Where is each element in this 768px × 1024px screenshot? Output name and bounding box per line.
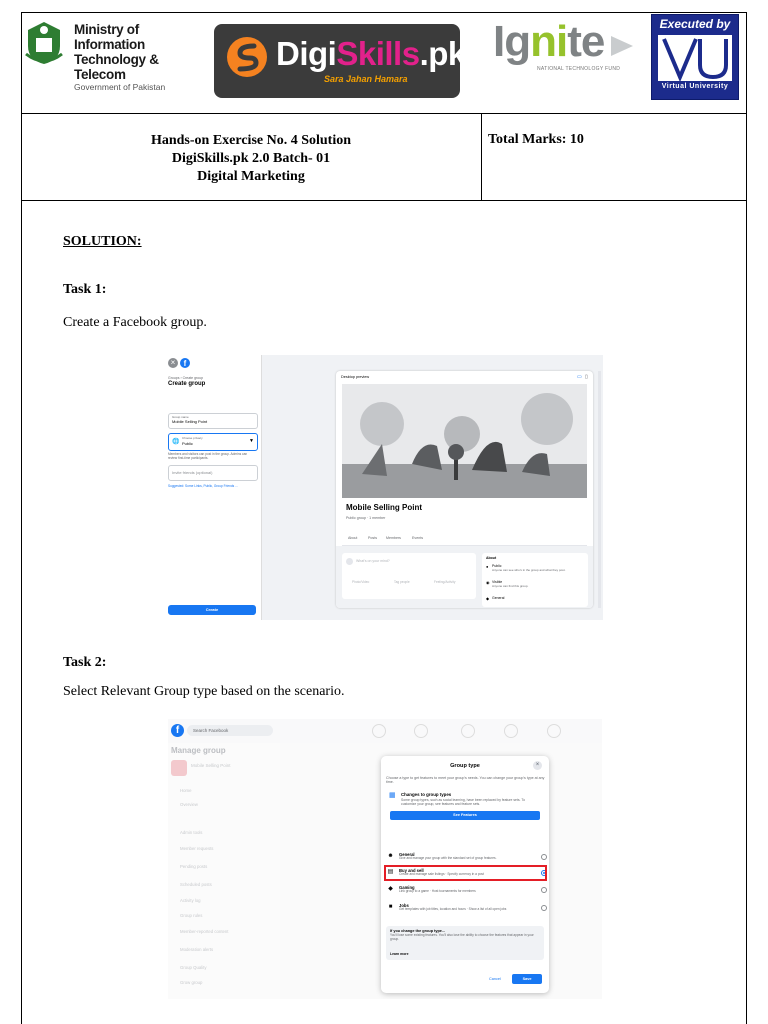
option-title: Buy and sell	[399, 868, 424, 873]
warning-description: You'll lose some existing features. You'll also lose the ability to choose the features that appear in your group.	[390, 933, 534, 941]
ignite-part1: Ig	[493, 17, 531, 66]
group-name-label: Group name	[172, 415, 189, 419]
create-button[interactable]: Create	[168, 605, 256, 615]
close-icon[interactable]: ×	[533, 761, 542, 770]
visible-description: Anyone can find this group.	[492, 584, 529, 588]
task1-description: Create a Facebook group.	[63, 315, 207, 330]
changes-notice	[387, 790, 543, 842]
sidebar-item-group-rules[interactable]: Group rules	[180, 913, 203, 918]
radio-general[interactable]	[541, 854, 547, 860]
ds-skills: Skills	[336, 35, 420, 72]
ignite-arrow-icon	[611, 36, 633, 56]
sidebar-item-pending-posts[interactable]: Pending posts	[180, 864, 208, 869]
group-name: Mobile Selling Point	[191, 763, 231, 768]
warning-title: If you change the group type...	[390, 929, 446, 933]
facebook-logo-icon[interactable]: f	[171, 724, 184, 737]
dialog-intro: Choose a type to get features to meet your group's needs. You can change your group's type at any time.	[386, 776, 545, 785]
globe-icon: 🌐	[172, 439, 180, 445]
digiskills-mark-icon	[226, 36, 268, 78]
page-border-left	[21, 200, 22, 1024]
change-warning	[386, 926, 544, 960]
task1-heading: Task 1:	[63, 282, 107, 297]
photo-video-action[interactable]: Photo/Video	[352, 580, 370, 584]
cancel-button[interactable]: Cancel	[489, 977, 501, 981]
radio-gaming[interactable]	[541, 887, 547, 893]
privacy-note: Members and visitors can post in the group. Admins can review first-time participants.	[168, 452, 248, 460]
ds-pk: .pk	[419, 35, 466, 72]
option-description: Give and manage your group with the standard set of group features.	[399, 856, 497, 860]
sidebar-item-overview[interactable]: Overview	[180, 802, 198, 807]
close-icon[interactable]: ×	[168, 358, 178, 368]
option-description: Create and manage sale listings · Specify currency in a post	[399, 872, 484, 876]
moit-logo	[22, 18, 212, 92]
table-row-divider	[21, 113, 747, 114]
post-composer[interactable]	[342, 553, 476, 599]
breadcrumb[interactable]: Groups › Create group	[168, 376, 204, 380]
see-features-button[interactable]: See Features	[390, 811, 540, 820]
group-selector[interactable]	[171, 760, 275, 776]
group-name-heading: Mobile Selling Point	[346, 503, 422, 512]
ignite-wordmark	[493, 18, 604, 66]
manage-group-sidebar	[168, 743, 280, 999]
scrollbar[interactable]	[598, 371, 601, 608]
briefcase-icon: ■	[388, 904, 393, 910]
eye-icon: ◉	[486, 580, 490, 585]
invite-friends-input[interactable]	[168, 465, 258, 481]
flag-icon[interactable]	[414, 724, 428, 738]
create-group-sidebar	[165, 355, 262, 620]
ignite-part2: ni	[530, 17, 568, 66]
solution-heading: SOLUTION:	[63, 234, 142, 249]
group-cover-illustration	[342, 384, 587, 498]
group-meta: Public group · 1 member	[346, 516, 386, 520]
vu-monogram-icon	[658, 35, 732, 81]
invite-placeholder: Invite friends (optional)	[172, 470, 213, 475]
changes-title: Changes to group types	[401, 792, 452, 797]
people-icon: ☻	[387, 853, 394, 859]
group-thumbnail	[171, 760, 187, 776]
preview-pane	[261, 355, 603, 620]
option-title: Gaming	[399, 885, 415, 890]
learn-more-link[interactable]: Learn more	[390, 952, 409, 956]
avatar	[346, 558, 353, 565]
digiskills-subtitle: Sara Jahan Hamara	[324, 74, 408, 84]
shop-icon: ▤	[387, 869, 394, 875]
tag-people-action[interactable]: Tag people	[394, 580, 410, 584]
about-title: About	[486, 556, 497, 560]
groups-icon[interactable]	[547, 724, 561, 738]
post-placeholder: What's on your mind?	[356, 559, 390, 563]
watch-icon[interactable]	[461, 724, 475, 738]
page-title: Create group	[168, 381, 206, 387]
globe-icon: ●	[486, 564, 489, 569]
option-description: Get templates with job titles, location and hours · Show a list of all open jobs	[399, 907, 507, 911]
exercise-title	[22, 132, 480, 186]
ignite-part3: te	[567, 17, 605, 66]
option-title: Jobs	[399, 903, 409, 908]
government-emblem-icon	[22, 20, 66, 66]
option-gaming[interactable]	[386, 884, 542, 899]
dialog-title: Group type	[450, 763, 480, 769]
table-col-divider	[481, 113, 482, 200]
create-group-screenshot	[165, 355, 603, 620]
title-line1: Hands-on Exercise No. 4 Solution	[150, 133, 352, 148]
title-line3: Digital Marketing	[197, 169, 305, 184]
table-border-top	[21, 12, 747, 13]
option-general[interactable]	[386, 851, 542, 866]
public-title: Public	[492, 564, 502, 568]
vu-executed-by: Executed by	[659, 17, 731, 31]
sidebar-item-reported-content[interactable]: Member-reported content	[180, 929, 229, 934]
preview-content-area	[336, 546, 593, 608]
vu-logo	[651, 14, 739, 100]
home-icon[interactable]	[372, 724, 386, 738]
changes-description: Some group types, such as social learning, have been replaced by feature sets. To customize your group, see features and feature sets.	[401, 798, 525, 806]
desktop-icon[interactable]: ▭	[577, 374, 582, 380]
tag-icon: ◆	[486, 596, 490, 601]
tab-events[interactable]: Events	[412, 536, 423, 540]
ignite-subtitle: NATIONAL TECHNOLOGY FUND	[537, 66, 621, 72]
group-type-screenshot	[168, 719, 602, 999]
group-name-value: Mobile Selling Point	[172, 419, 208, 424]
suggested-friends: Suggested: Some Links, Public, Group Friends ...	[168, 484, 238, 488]
general-title: General	[492, 596, 505, 600]
group-type-dialog	[381, 756, 549, 993]
privacy-select[interactable]	[168, 433, 258, 451]
game-icon: ◆	[388, 886, 393, 892]
caret-down-icon: ▼	[249, 438, 254, 444]
vu-monogram	[658, 35, 732, 81]
about-panel	[482, 553, 588, 607]
option-description: Link group to a game · Host tournaments for members	[399, 889, 476, 893]
privacy-value: Public	[182, 441, 193, 446]
radio-jobs[interactable]	[541, 905, 547, 911]
sidebar-item-group-quality[interactable]: Group Quality	[180, 965, 207, 970]
ignite-logo	[493, 18, 635, 80]
facebook-logo-icon[interactable]: f	[180, 358, 190, 368]
selection-highlight	[384, 865, 547, 881]
tab-posts[interactable]: Posts	[368, 536, 377, 540]
total-marks: Total Marks: 10	[488, 132, 584, 147]
task2-heading: Task 2:	[63, 655, 107, 670]
digiskills-logo	[214, 24, 466, 98]
option-title: General	[399, 852, 415, 857]
tab-members[interactable]: Members	[386, 536, 401, 540]
sidebar-title: Manage group	[171, 746, 226, 755]
sidebar-item-member-requests[interactable]: Member requests	[180, 846, 214, 851]
ds-digi: Digi	[276, 35, 337, 72]
task2-description: Select Relevant Group type based on the scenario.	[63, 684, 345, 699]
vu-name: Virtual University	[661, 83, 729, 90]
save-button[interactable]: Save	[512, 974, 542, 984]
group-name-field[interactable]	[168, 413, 258, 429]
moit-line3: Government of Pakistan	[74, 82, 166, 92]
digiskills-wordmark	[276, 36, 466, 72]
table-border-right	[746, 12, 747, 200]
sidebar-item-moderation-alerts[interactable]: Moderation alerts	[180, 947, 214, 952]
facebook-topbar	[168, 719, 602, 744]
search-input[interactable]: Search Facebook	[187, 725, 273, 736]
sidebar-item-admin-tools[interactable]: Admin tools	[180, 830, 203, 835]
sidebar-item-activity-log[interactable]: Activity log	[180, 898, 201, 903]
option-jobs[interactable]	[386, 902, 542, 917]
sidebar-item-grow-group[interactable]: Grow group	[180, 980, 203, 985]
desktop-preview-card	[336, 371, 593, 608]
moit-line1: Ministry of Information	[74, 22, 145, 52]
mobile-icon[interactable]: ▯	[585, 374, 588, 380]
feeling-activity-action[interactable]: Feeling/Activity	[434, 580, 456, 584]
group-types-icon: ▦	[389, 792, 396, 799]
page-border-right	[746, 200, 747, 1024]
sidebar-item-home[interactable]: Home	[180, 788, 192, 793]
table-border-bottom	[21, 200, 747, 201]
marketplace-icon[interactable]	[504, 724, 518, 738]
preview-label: Desktop preview	[341, 375, 370, 379]
visible-title: Visible	[492, 580, 503, 584]
sidebar-item-scheduled-posts[interactable]: Scheduled posts	[180, 882, 212, 887]
title-line2: DigiSkills.pk 2.0 Batch- 01	[171, 151, 331, 166]
privacy-label: Choose privacy	[182, 436, 203, 440]
public-description: Anyone can see who's in the group and what they post.	[492, 568, 566, 572]
tab-about[interactable]: About	[348, 536, 358, 540]
moit-line2: Technology & Telecom	[74, 52, 159, 82]
